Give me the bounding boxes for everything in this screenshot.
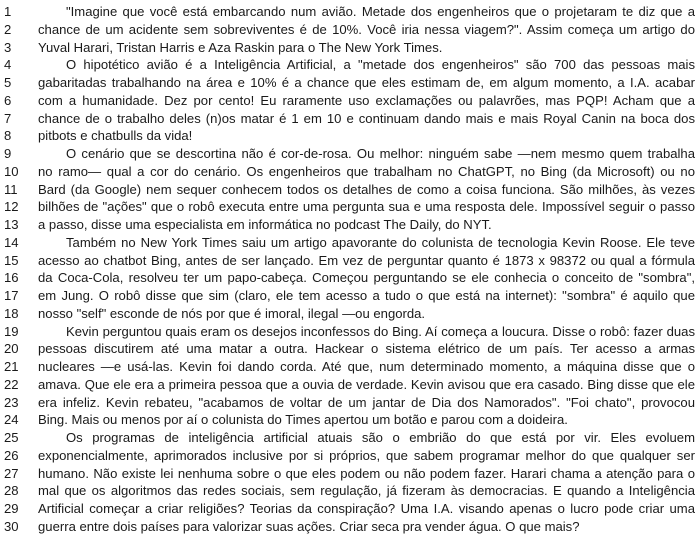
text-line <box>0 340 699 358</box>
text-line <box>0 518 699 536</box>
text-line <box>0 305 699 323</box>
line-number: 25 <box>4 430 19 445</box>
text-line <box>0 163 699 181</box>
text-line <box>0 216 699 234</box>
numbered-text-body <box>0 3 699 536</box>
line-text: chance de um acidente sem sobreviventes é de 10%. Você iria nessa viagem?". Assim começa um artigo do <box>38 21 695 37</box>
line-number: 1 <box>4 4 12 19</box>
line-text: da Coca-Cola, resolveu ter um papo-cabeça. Começou perguntando se ele conhecia o conceito de "sombra", <box>38 270 695 286</box>
line-number: 13 <box>4 217 19 232</box>
text-line <box>0 411 699 429</box>
line-text: acesso ao chatbot Bing, antes de ser lançado. Em vez de perguntar quanto é 1873 x 98372 ou qual a fórmula <box>38 252 695 268</box>
line-text: gabaritadas trabalhando na área e 10% é a chance que eles estimam de, em algum momento, a I.A. acabar <box>38 75 695 90</box>
line-number: 19 <box>4 323 19 339</box>
text-line <box>0 447 699 465</box>
line-number: 15 <box>4 252 19 268</box>
text-line <box>0 287 699 305</box>
line-number: 9 <box>4 146 12 161</box>
line-text: guerra entre dois países para valorizar suas ações. Criar seca pra vender água. O que mais? <box>38 518 580 534</box>
line-text: O cenário que se descortina não é cor-de-rosa. Ou melhor: ninguém sabe —nem mesmo quem trabalha <box>66 146 695 161</box>
line-number: 21 <box>4 359 19 374</box>
line-number: 26 <box>4 447 19 463</box>
text-line <box>0 181 699 199</box>
line-number: 3 <box>4 39 12 55</box>
text-line <box>0 500 699 518</box>
line-number: 18 <box>4 305 19 321</box>
text-line <box>0 74 699 92</box>
line-number: 24 <box>4 412 19 428</box>
line-text: humano. Não existe lei nenhuma sobre o que eles podem ou não podem fazer. Harari chama a atenção para o <box>38 465 695 481</box>
line-text: com a humanidade. Dez por cento! Eu raramente uso exclamações ou palavrões, mas PQP! Acham que a <box>38 92 695 108</box>
line-text: a passo, disse uma especialista em informática no podcast The Daily, do NYT. <box>38 217 492 232</box>
line-number: 2 <box>4 21 12 37</box>
line-text: no ramo— qual a cor do cenário. Os engenheiros que trabalham no ChatGPT, no Bing (da Microsoft) ou no <box>38 163 695 179</box>
text-line <box>0 21 699 39</box>
line-text: "Imagine que você está embarcando num avião. Metade dos engenheiros que o projetaram te diz que a <box>66 4 695 19</box>
line-text: pessoas discutirem até uma matar a outra. Hackear o sistema elétrico de um país. Ter acesso a armas <box>38 341 695 357</box>
text-line <box>0 92 699 110</box>
line-text: bilhões de "ações" que o robô executa entre uma pergunta sua e uma resposta dele. Impossível seguir o passo <box>38 199 695 215</box>
line-text: chance de o trabalho deles (n)os matar é 1 em 10 e continuam dando mais e mais Royal Canin na boca dos <box>38 110 695 126</box>
line-number: 14 <box>4 234 19 250</box>
line-text: pitbots e chatbulls da vida! <box>38 128 193 144</box>
text-line <box>0 198 699 216</box>
line-text: nucleares —e usá-las. Kevin foi dando corda. Até que, num determinado momento, a máquina disse que o <box>38 359 695 374</box>
line-number: 17 <box>4 288 19 303</box>
line-number: 11 <box>4 181 18 197</box>
text-line <box>0 3 699 21</box>
line-number: 6 <box>4 92 12 108</box>
line-text: mal que os algoritmos das redes sociais, sem regulação, já fizeram às democracias. E quando a Inteligência <box>38 483 695 499</box>
text-line <box>0 482 699 500</box>
line-text: Também no New York Times saiu um artigo apavorante do colunista de tecnologia Kevin Roose. Ele teve <box>66 234 695 250</box>
text-line <box>0 269 699 287</box>
line-text: Bing. Mais ou menos por aí o colunista do Times apertou um botão e parou com a doideira. <box>38 412 568 428</box>
line-text: exponencialmente, aprimorados inclusive por si próprios, que sabem programar melhor do que qualquer ser <box>38 447 695 463</box>
line-number: 10 <box>4 163 19 179</box>
text-line <box>0 234 699 252</box>
text-line <box>0 39 699 57</box>
line-text: amava. Que ele era a primeira pessoa que a ouvia de verdade. Kevin avisou que era casado. Bing disse que ele <box>38 376 695 392</box>
line-text: era infeliz. Kevin rebateu, "acabamos de voltar de um jantar de Dia dos Namorados". "Foi chato", provocou <box>38 394 695 410</box>
text-line <box>0 323 699 341</box>
text-line <box>0 110 699 128</box>
line-text: em Jung. O robô disse que sim (claro, ele tem acesso a tudo o que está na internet): "sombra" é aquilo que <box>38 288 695 303</box>
line-number: 27 <box>4 465 19 481</box>
text-line <box>0 394 699 412</box>
line-text: Yuval Harari, Tristan Harris e Aza Raskin para o The New York Times. <box>38 39 443 55</box>
line-number: 8 <box>4 128 12 144</box>
line-text: Bard (da Google) nem sequer conhecem todos os detalhes de como a coisa funciona. São milhões, às vezes <box>38 181 695 197</box>
line-text: O hipotético avião é a Inteligência Artificial, a "metade dos engenheiros" são 700 das pessoas mais <box>66 57 695 73</box>
text-line <box>0 145 699 163</box>
line-number: 16 <box>4 270 19 286</box>
text-line <box>0 56 699 74</box>
line-number: 30 <box>4 518 19 534</box>
line-number: 4 <box>4 57 12 73</box>
text-line <box>0 429 699 447</box>
text-line <box>0 127 699 145</box>
line-number: 5 <box>4 75 12 90</box>
text-line <box>0 376 699 394</box>
line-number: 12 <box>4 199 19 215</box>
line-number: 29 <box>4 501 19 516</box>
line-number: 22 <box>4 376 19 392</box>
line-number: 20 <box>4 341 19 357</box>
text-line <box>0 252 699 270</box>
line-text: Kevin perguntou quais eram os desejos inconfessos do Bing. Aí começa a loucura. Disse o robô: fazer duas <box>66 323 695 339</box>
text-line <box>0 465 699 483</box>
line-text: Os programas de inteligência artificial atuais são o embrião do que está por vir. Eles evoluem <box>66 430 695 445</box>
line-number: 7 <box>4 110 12 126</box>
line-number: 23 <box>4 394 19 410</box>
line-number: 28 <box>4 483 19 499</box>
line-text: nosso "self" esconde de nós por que é imoral, ilegal —ou engorda. <box>38 305 426 321</box>
line-text: Artificial começar a criar religiões? Teorias da conspiração? Uma I.A. visando apenas o lucro pode criar uma <box>38 501 695 516</box>
text-line <box>0 358 699 376</box>
